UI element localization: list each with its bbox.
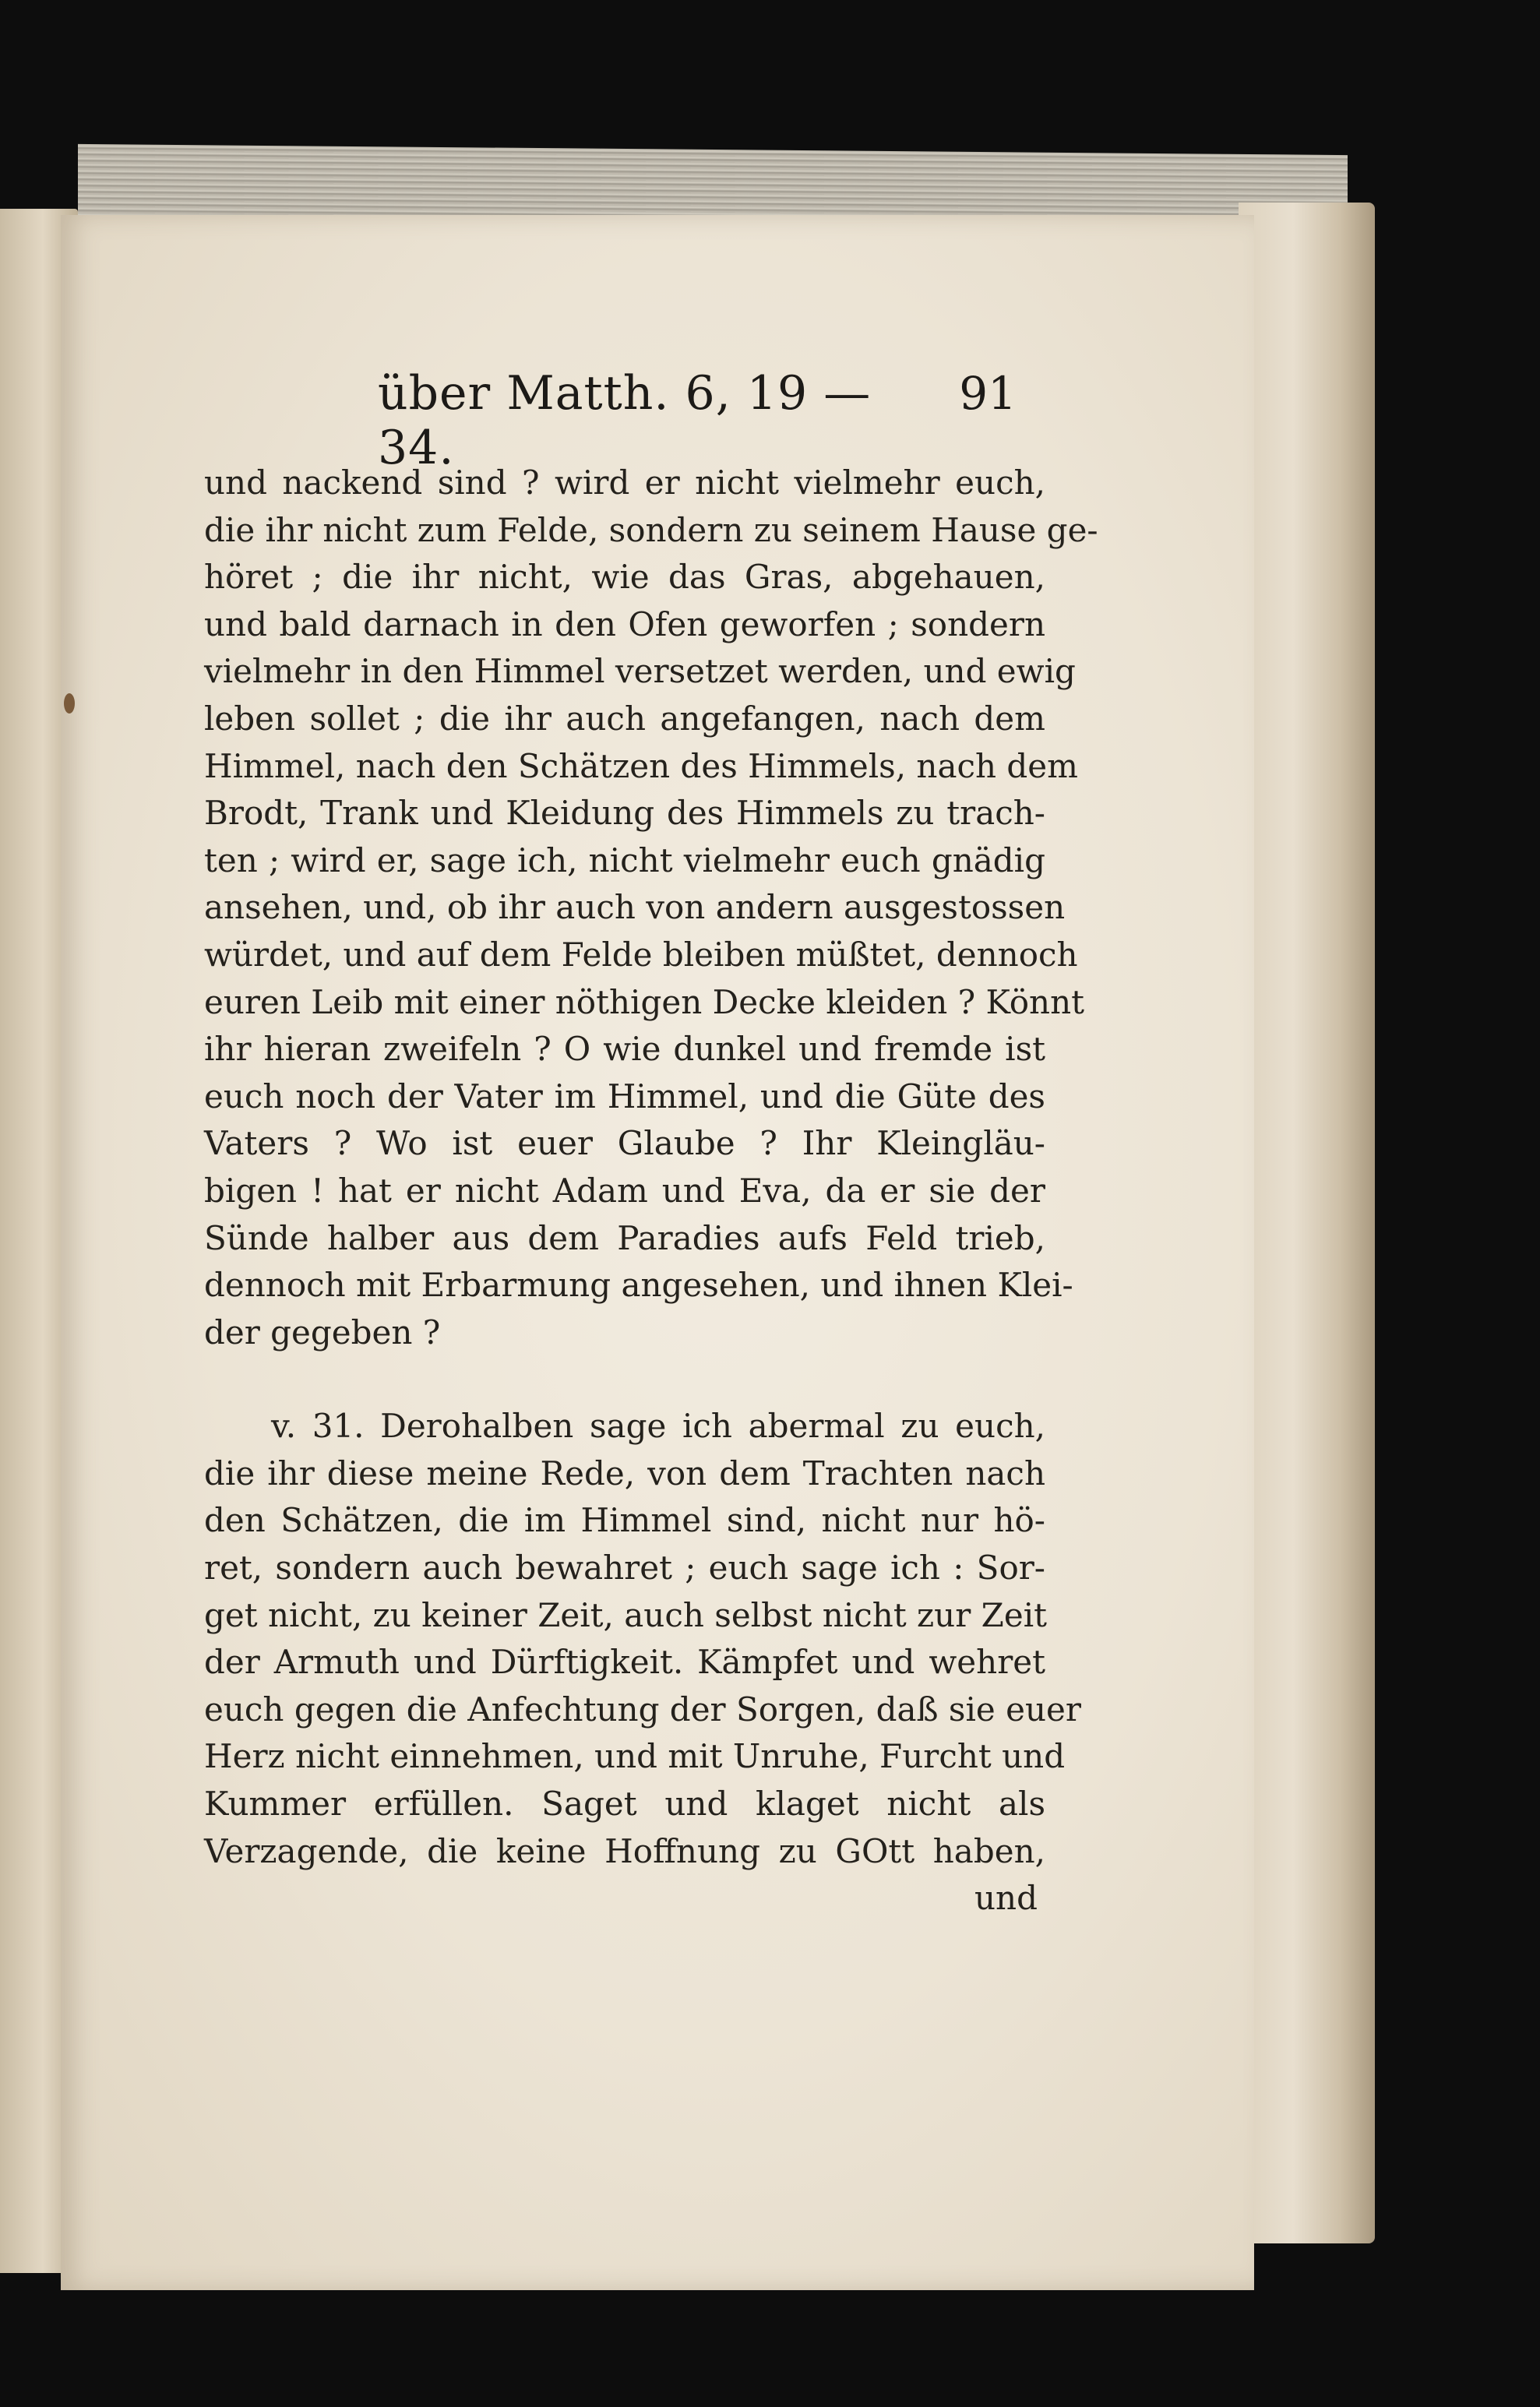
- text-line: der gegeben ?: [204, 1313, 441, 1352]
- text-line: die ihr nicht zum Felde, sondern zu seinem Hause ge-: [204, 510, 1098, 549]
- text-line: ten ; wird er, sage ich, nicht vielmehr euch gnädig: [204, 841, 1045, 879]
- page-number: 91: [959, 367, 1017, 420]
- verse-line: v. 31. Derohalben sage ich abermal zu euch,: [271, 1407, 1045, 1446]
- text-line: höret ; die ihr nicht, wie das Gras, abgehauen,: [204, 558, 1045, 597]
- running-head: [378, 366, 1017, 475]
- text-line: Himmel, nach den Schätzen des Himmels, nach dem: [204, 746, 1078, 785]
- text-line: der Armuth und Dürftigkeit. Kämpfet und wehret: [204, 1643, 1045, 1682]
- text-line: Vaters ? Wo ist euer Glaube ? Ihr Kleingläu-: [204, 1124, 1045, 1163]
- text-line: get nicht, zu keiner Zeit, auch selbst nicht zur Zeit: [204, 1595, 1048, 1634]
- text-line: leben sollet ; die ihr auch angefangen, nach dem: [204, 699, 1045, 738]
- text-line: Brodt, Trank und Kleidung des Himmels zu trach-: [204, 794, 1045, 833]
- text-line: und nackend sind ? wird er nicht vielmehr euch,: [204, 463, 1045, 502]
- body-text: [204, 460, 1098, 1922]
- text-line: euch gegen die Anfechtung der Sorgen, daß sie euer: [204, 1690, 1081, 1729]
- text-line: ansehen, und, ob ihr auch von andern ausgestossen: [204, 888, 1066, 927]
- text-line: Verzagende, die keine Hoffnung zu GOtt haben,: [204, 1831, 1045, 1870]
- text-line: dennoch mit Erbarmung angesehen, und ihnen Klei-: [204, 1266, 1073, 1305]
- text-line: ihr hieran zweifeln ? O wie dunkel und fremde ist: [204, 1030, 1045, 1069]
- text-line: Herz nicht einnehmen, und mit Unruhe, Furcht und: [204, 1737, 1066, 1776]
- text-line: bigen ! hat er nicht Adam und Eva, da er sie der: [204, 1171, 1045, 1210]
- text-line: euch noch der Vater im Himmel, und die Güte des: [204, 1077, 1045, 1115]
- ink-stain: [64, 693, 75, 714]
- text-line: würdet, und auf dem Felde bleiben müßtet, dennoch: [204, 935, 1078, 974]
- text-line: ret, sondern auch bewahret ; euch sage ich : Sor-: [204, 1549, 1045, 1588]
- text-line: und bald darnach in den Ofen geworfen ; sondern: [204, 604, 1045, 643]
- text-line: vielmehr in den Himmel versetzet werden, und ewig: [204, 652, 1076, 691]
- text-line: den Schätzen, die im Himmel sind, nicht nur hö-: [204, 1501, 1045, 1540]
- text-line: Kummer erfüllen. Saget und klaget nicht als: [204, 1785, 1045, 1824]
- running-title: über Matth. 6, 19 — 34.: [378, 366, 872, 475]
- text-line: die ihr diese meine Rede, von dem Trachten nach: [204, 1454, 1045, 1492]
- paragraph-gap: [204, 1356, 1045, 1403]
- text-line: euren Leib mit einer nöthigen Decke kleiden ? Könnt: [204, 982, 1085, 1021]
- page-block-fore-edge: [1239, 203, 1375, 2243]
- text-line: Sünde halber aus dem Paradies aufs Feld trieb,: [204, 1218, 1045, 1257]
- catchword: und: [974, 1879, 1038, 1918]
